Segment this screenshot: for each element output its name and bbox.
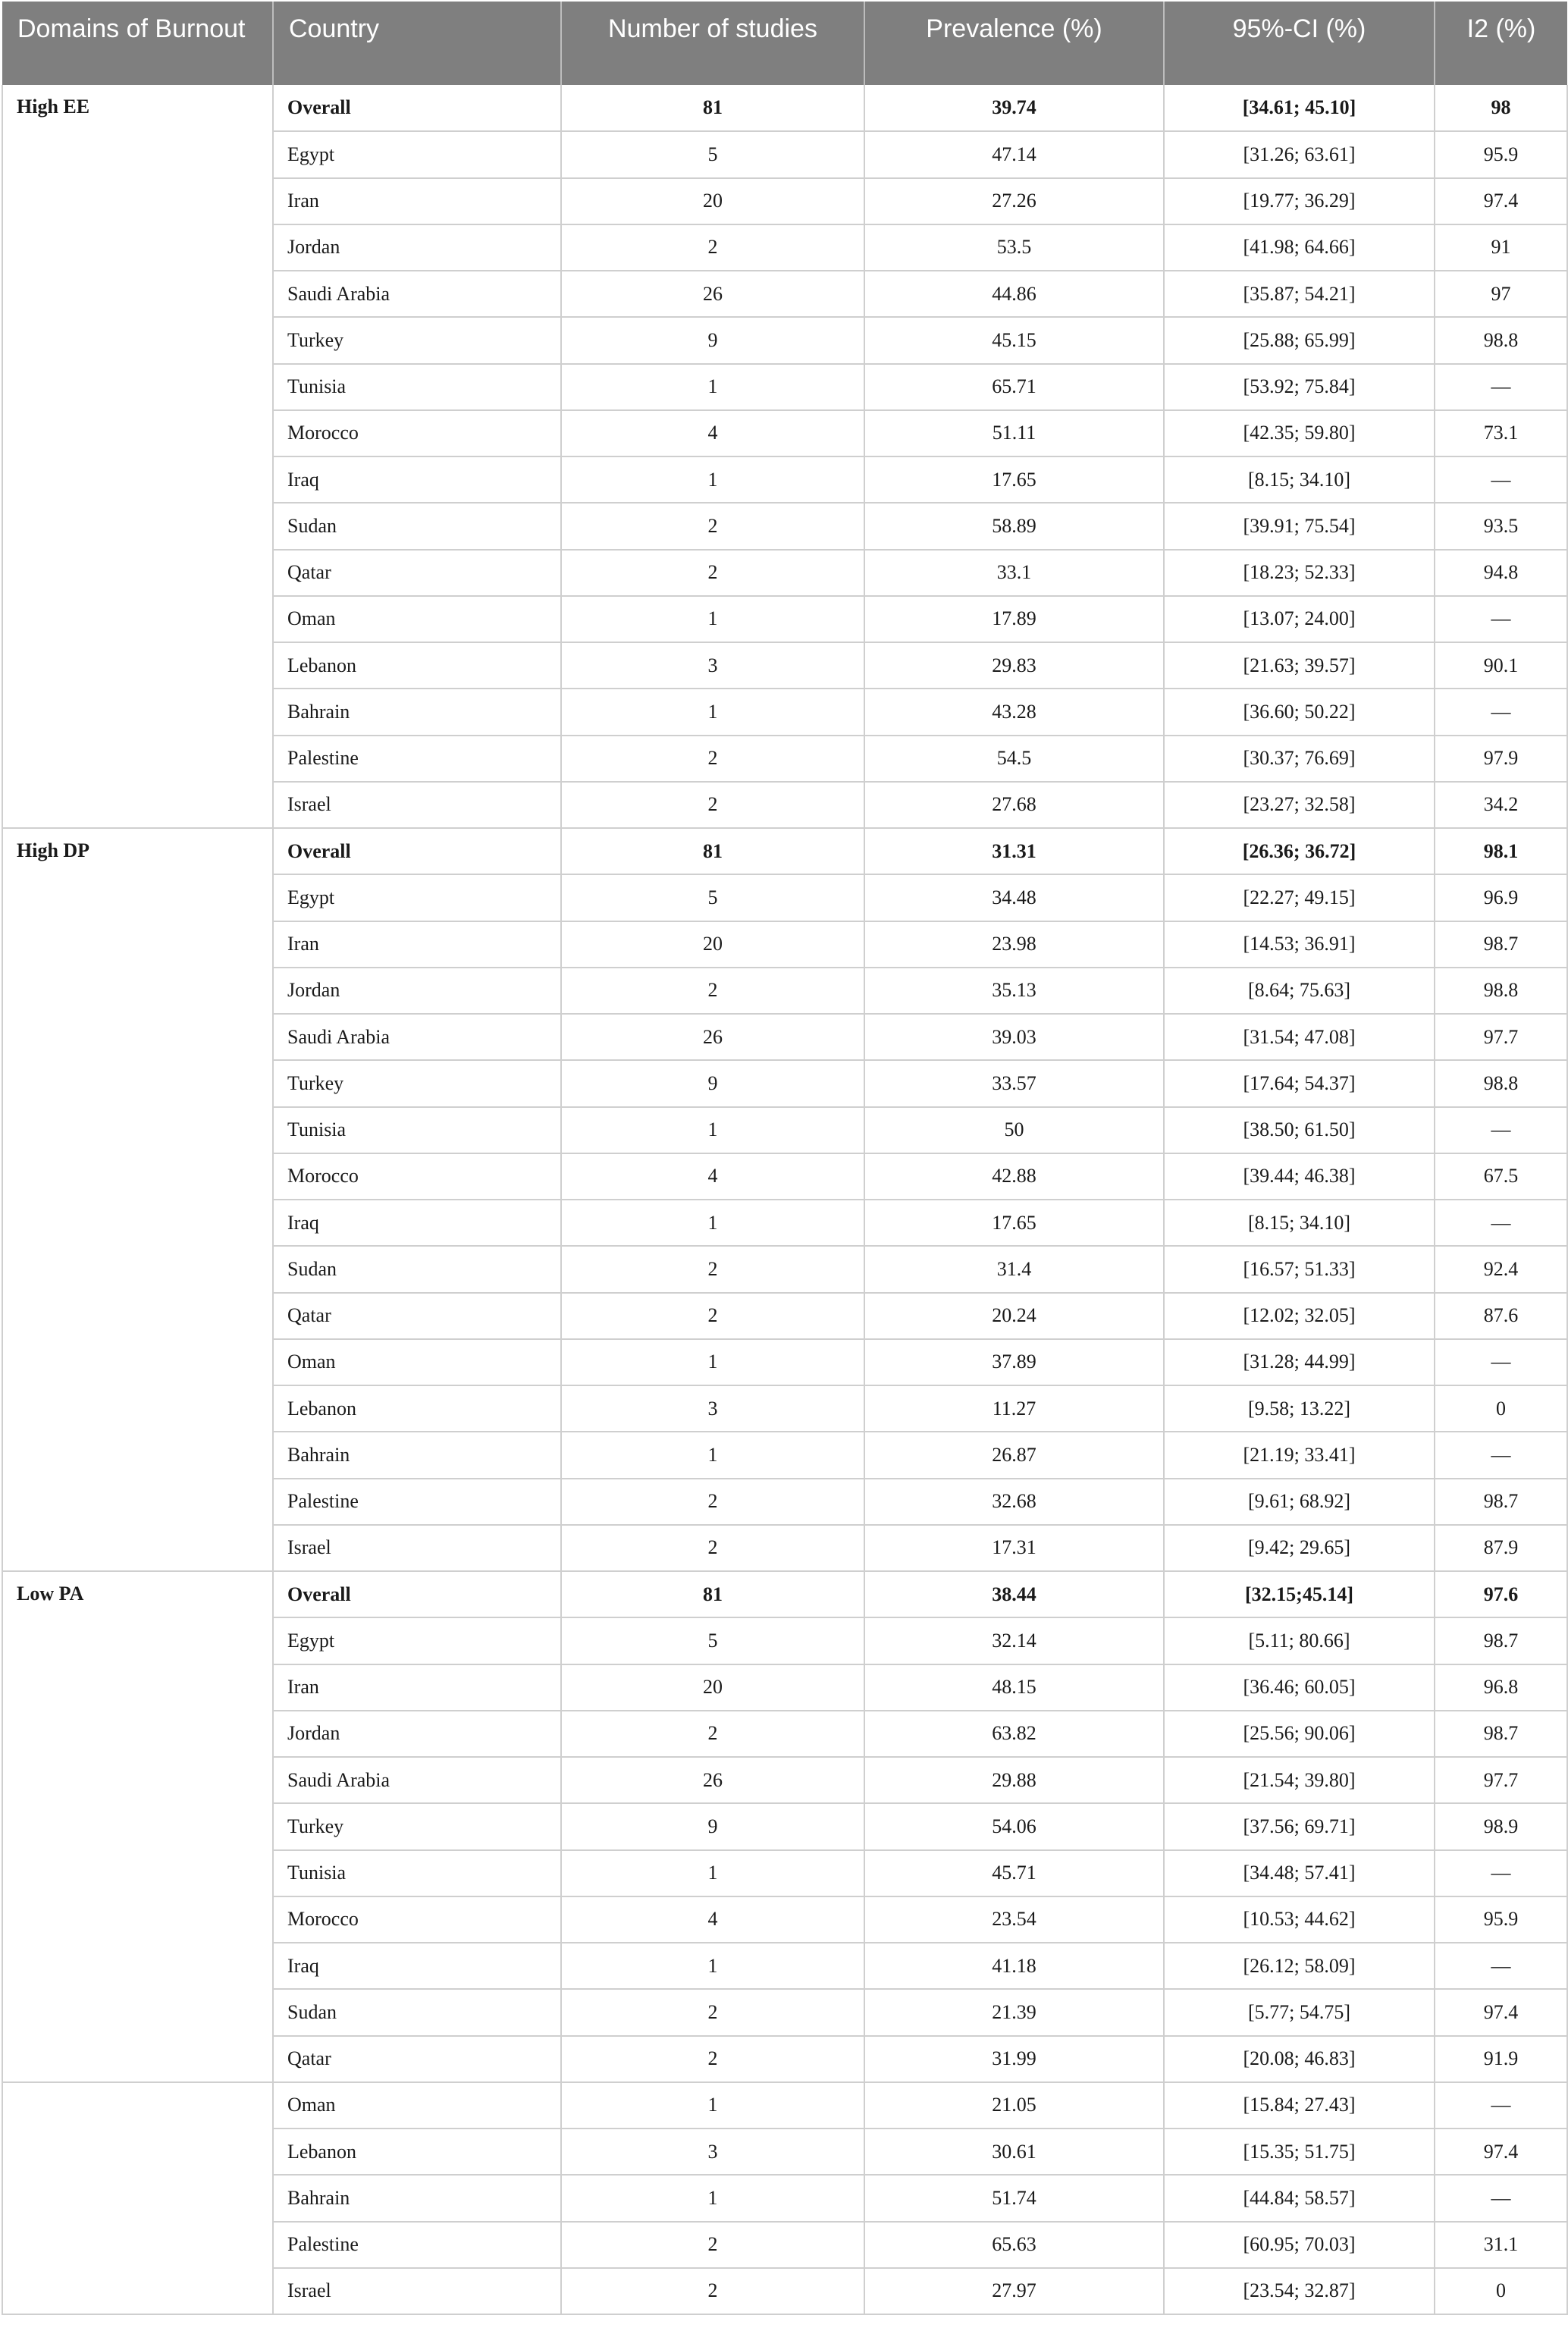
studies-cell: 3	[561, 2129, 864, 2175]
ci-cell: [23.27; 32.58]	[1164, 782, 1435, 828]
ci-cell: [14.53; 36.91]	[1164, 921, 1435, 968]
prevalence-cell: 31.4	[864, 1246, 1164, 1292]
ci-cell: [19.77; 36.29]	[1164, 178, 1435, 224]
studies-cell: 5	[561, 874, 864, 921]
country-cell: Bahrain	[273, 2175, 561, 2221]
ci-cell: [12.02; 32.05]	[1164, 1293, 1435, 1339]
i2-cell: 73.1	[1435, 410, 1567, 456]
country-cell: Saudi Arabia	[273, 1014, 561, 1060]
i2-cell: 97	[1435, 271, 1567, 317]
prevalence-cell: 43.28	[864, 689, 1164, 735]
country-cell: Egypt	[273, 1617, 561, 1664]
ci-cell: [38.50; 61.50]	[1164, 1107, 1435, 1153]
ci-cell: [10.53; 44.62]	[1164, 1896, 1435, 1943]
prevalence-cell: 30.61	[864, 2129, 1164, 2175]
studies-cell: 20	[561, 1664, 864, 1711]
country-cell: Egypt	[273, 131, 561, 177]
studies-cell: 26	[561, 271, 864, 317]
prevalence-cell: 54.5	[864, 736, 1164, 782]
prevalence-cell: 27.97	[864, 2268, 1164, 2314]
prevalence-cell: 29.88	[864, 1757, 1164, 1803]
i2-cell: 0	[1435, 2268, 1567, 2314]
studies-cell: 3	[561, 642, 864, 689]
country-cell: Overall	[273, 1571, 561, 1617]
studies-cell: 4	[561, 1896, 864, 1943]
ci-cell: [36.60; 50.22]	[1164, 689, 1435, 735]
prevalence-cell: 11.27	[864, 1385, 1164, 1432]
burnout-prevalence-table	[2, 2, 1568, 2315]
studies-cell: 1	[561, 364, 864, 410]
ci-cell: [26.36; 36.72]	[1164, 828, 1435, 874]
studies-cell: 2	[561, 1293, 864, 1339]
ci-cell: [60.95; 70.03]	[1164, 2222, 1435, 2268]
studies-cell: 81	[561, 85, 864, 131]
prevalence-cell: 44.86	[864, 271, 1164, 317]
ci-cell: [20.08; 46.83]	[1164, 2036, 1435, 2082]
country-cell: Bahrain	[273, 1432, 561, 1478]
country-cell: Oman	[273, 1339, 561, 1385]
header-country: Country	[273, 2, 561, 85]
studies-cell: 2	[561, 224, 864, 271]
ci-cell: [9.42; 29.65]	[1164, 1525, 1435, 1571]
ci-cell: [31.28; 44.99]	[1164, 1339, 1435, 1385]
prevalence-cell: 34.48	[864, 874, 1164, 921]
studies-cell: 2	[561, 550, 864, 596]
prevalence-cell: 65.71	[864, 364, 1164, 410]
i2-cell: 95.9	[1435, 1896, 1567, 1943]
header-prevalence: Prevalence (%)	[864, 2, 1164, 85]
i2-cell: 31.1	[1435, 2222, 1567, 2268]
country-cell: Oman	[273, 2082, 561, 2129]
header-domains: Domains of Burnout	[2, 2, 273, 85]
prevalence-cell: 17.65	[864, 456, 1164, 503]
studies-cell: 2	[561, 2268, 864, 2314]
ci-cell: [5.11; 80.66]	[1164, 1617, 1435, 1664]
country-cell: Sudan	[273, 1989, 561, 2035]
prevalence-cell: 21.39	[864, 1989, 1164, 2035]
ci-cell: [30.37; 76.69]	[1164, 736, 1435, 782]
table-header-row	[2, 2, 1567, 85]
i2-cell: 97.6	[1435, 1571, 1567, 1617]
country-cell: Saudi Arabia	[273, 271, 561, 317]
country-cell: Morocco	[273, 410, 561, 456]
prevalence-cell: 33.1	[864, 550, 1164, 596]
ci-cell: [15.35; 51.75]	[1164, 2129, 1435, 2175]
country-cell: Jordan	[273, 1711, 561, 1757]
i2-cell: 98.8	[1435, 968, 1567, 1014]
studies-cell: 1	[561, 1943, 864, 1989]
i2-cell: —	[1435, 2082, 1567, 2129]
country-cell: Tunisia	[273, 1107, 561, 1153]
ci-cell: [32.15;45.14]	[1164, 1571, 1435, 1617]
country-cell: Morocco	[273, 1896, 561, 1943]
ci-cell: [34.61; 45.10]	[1164, 85, 1435, 131]
country-cell: Qatar	[273, 1293, 561, 1339]
i2-cell: 97.7	[1435, 1757, 1567, 1803]
studies-cell: 2	[561, 1711, 864, 1757]
country-cell: Lebanon	[273, 1385, 561, 1432]
prevalence-cell: 27.68	[864, 782, 1164, 828]
country-cell: Sudan	[273, 1246, 561, 1292]
ci-cell: [35.87; 54.21]	[1164, 271, 1435, 317]
i2-cell: 67.5	[1435, 1153, 1567, 1200]
studies-cell: 9	[561, 317, 864, 363]
i2-cell: 96.8	[1435, 1664, 1567, 1711]
ci-cell: [5.77; 54.75]	[1164, 1989, 1435, 2035]
ci-cell: [36.46; 60.05]	[1164, 1664, 1435, 1711]
ci-cell: [17.64; 54.37]	[1164, 1060, 1435, 1106]
i2-cell: 97.4	[1435, 2129, 1567, 2175]
studies-cell: 3	[561, 1385, 864, 1432]
country-cell: Turkey	[273, 1060, 561, 1106]
i2-cell: 92.4	[1435, 1246, 1567, 1292]
studies-cell: 1	[561, 456, 864, 503]
country-cell: Jordan	[273, 968, 561, 1014]
studies-cell: 2	[561, 782, 864, 828]
prevalence-cell: 35.13	[864, 968, 1164, 1014]
country-cell: Iran	[273, 921, 561, 968]
country-cell: Palestine	[273, 2222, 561, 2268]
header-number-of-studies: Number of studies	[561, 2, 864, 85]
table-row	[2, 85, 1567, 131]
studies-cell: 2	[561, 2222, 864, 2268]
ci-cell: [21.54; 39.80]	[1164, 1757, 1435, 1803]
country-cell: Egypt	[273, 874, 561, 921]
prevalence-cell: 45.71	[864, 1850, 1164, 1896]
country-cell: Jordan	[273, 224, 561, 271]
studies-cell: 2	[561, 1989, 864, 2035]
prevalence-cell: 17.65	[864, 1200, 1164, 1246]
domain-cell: High DP	[2, 828, 273, 1571]
table-body	[2, 85, 1567, 2314]
country-cell: Morocco	[273, 1153, 561, 1200]
i2-cell: 90.1	[1435, 642, 1567, 689]
prevalence-cell: 58.89	[864, 503, 1164, 549]
i2-cell: 98.7	[1435, 1479, 1567, 1525]
domain-cell: Low PA	[2, 1571, 273, 2082]
ci-cell: [44.84; 58.57]	[1164, 2175, 1435, 2221]
country-cell: Lebanon	[273, 2129, 561, 2175]
country-cell: Saudi Arabia	[273, 1757, 561, 1803]
country-cell: Iran	[273, 1664, 561, 1711]
ci-cell: [34.48; 57.41]	[1164, 1850, 1435, 1896]
prevalence-cell: 23.98	[864, 921, 1164, 968]
studies-cell: 2	[561, 503, 864, 549]
ci-cell: [41.98; 64.66]	[1164, 224, 1435, 271]
i2-cell: —	[1435, 1339, 1567, 1385]
ci-cell: [21.19; 33.41]	[1164, 1432, 1435, 1478]
studies-cell: 26	[561, 1014, 864, 1060]
i2-cell: —	[1435, 1850, 1567, 1896]
i2-cell: 98.1	[1435, 828, 1567, 874]
i2-cell: 98.8	[1435, 317, 1567, 363]
prevalence-cell: 32.14	[864, 1617, 1164, 1664]
i2-cell: 95.9	[1435, 131, 1567, 177]
prevalence-cell: 20.24	[864, 1293, 1164, 1339]
i2-cell: —	[1435, 364, 1567, 410]
country-cell: Qatar	[273, 2036, 561, 2082]
country-cell: Israel	[273, 2268, 561, 2314]
studies-cell: 26	[561, 1757, 864, 1803]
prevalence-cell: 53.5	[864, 224, 1164, 271]
prevalence-cell: 42.88	[864, 1153, 1164, 1200]
country-cell: Tunisia	[273, 1850, 561, 1896]
ci-cell: [16.57; 51.33]	[1164, 1246, 1435, 1292]
domain-cell: High EE	[2, 85, 273, 828]
i2-cell: —	[1435, 456, 1567, 503]
studies-cell: 1	[561, 1432, 864, 1478]
i2-cell: 98.7	[1435, 1711, 1567, 1757]
country-cell: Qatar	[273, 550, 561, 596]
country-cell: Overall	[273, 85, 561, 131]
i2-cell: 97.4	[1435, 178, 1567, 224]
ci-cell: [25.56; 90.06]	[1164, 1711, 1435, 1757]
prevalence-cell: 17.89	[864, 596, 1164, 642]
i2-cell: —	[1435, 2175, 1567, 2221]
studies-cell: 9	[561, 1060, 864, 1106]
domain-cell	[2, 2082, 273, 2314]
studies-cell: 81	[561, 828, 864, 874]
country-cell: Oman	[273, 596, 561, 642]
i2-cell: 97.4	[1435, 1989, 1567, 2035]
ci-cell: [15.84; 27.43]	[1164, 2082, 1435, 2129]
prevalence-cell: 48.15	[864, 1664, 1164, 1711]
ci-cell: [39.44; 46.38]	[1164, 1153, 1435, 1200]
prevalence-cell: 39.74	[864, 85, 1164, 131]
prevalence-cell: 38.44	[864, 1571, 1164, 1617]
studies-cell: 2	[561, 1246, 864, 1292]
country-cell: Israel	[273, 782, 561, 828]
i2-cell: —	[1435, 689, 1567, 735]
ci-cell: [13.07; 24.00]	[1164, 596, 1435, 642]
studies-cell: 1	[561, 2175, 864, 2221]
i2-cell: 98	[1435, 85, 1567, 131]
i2-cell: 0	[1435, 1385, 1567, 1432]
prevalence-cell: 31.31	[864, 828, 1164, 874]
studies-cell: 20	[561, 921, 864, 968]
studies-cell: 1	[561, 1200, 864, 1246]
table-row	[2, 828, 1567, 874]
studies-cell: 9	[561, 1803, 864, 1849]
i2-cell: 98.7	[1435, 1617, 1567, 1664]
i2-cell: —	[1435, 1943, 1567, 1989]
ci-cell: [39.91; 75.54]	[1164, 503, 1435, 549]
ci-cell: [8.15; 34.10]	[1164, 1200, 1435, 1246]
header-i2: I2 (%)	[1435, 2, 1567, 85]
ci-cell: [18.23; 52.33]	[1164, 550, 1435, 596]
i2-cell: —	[1435, 1107, 1567, 1153]
prevalence-cell: 33.57	[864, 1060, 1164, 1106]
ci-cell: [8.15; 34.10]	[1164, 456, 1435, 503]
prevalence-cell: 54.06	[864, 1803, 1164, 1849]
studies-cell: 2	[561, 2036, 864, 2082]
studies-cell: 2	[561, 736, 864, 782]
table-row	[2, 2082, 1567, 2129]
i2-cell: 91.9	[1435, 2036, 1567, 2082]
ci-cell: [8.64; 75.63]	[1164, 968, 1435, 1014]
studies-cell: 81	[561, 1571, 864, 1617]
i2-cell: 98.8	[1435, 1060, 1567, 1106]
prevalence-cell: 63.82	[864, 1711, 1164, 1757]
i2-cell: 91	[1435, 224, 1567, 271]
prevalence-cell: 26.87	[864, 1432, 1164, 1478]
studies-cell: 1	[561, 1339, 864, 1385]
prevalence-cell: 32.68	[864, 1479, 1164, 1525]
prevalence-cell: 50	[864, 1107, 1164, 1153]
prevalence-cell: 31.99	[864, 2036, 1164, 2082]
ci-cell: [31.54; 47.08]	[1164, 1014, 1435, 1060]
country-cell: Iraq	[273, 1943, 561, 1989]
i2-cell: 94.8	[1435, 550, 1567, 596]
prevalence-cell: 39.03	[864, 1014, 1164, 1060]
i2-cell: —	[1435, 1432, 1567, 1478]
ci-cell: [9.61; 68.92]	[1164, 1479, 1435, 1525]
prevalence-cell: 51.74	[864, 2175, 1164, 2221]
country-cell: Iraq	[273, 1200, 561, 1246]
i2-cell: —	[1435, 1200, 1567, 1246]
prevalence-cell: 37.89	[864, 1339, 1164, 1385]
prevalence-cell: 23.54	[864, 1896, 1164, 1943]
table-row	[2, 1571, 1567, 1617]
ci-cell: [25.88; 65.99]	[1164, 317, 1435, 363]
country-cell: Iraq	[273, 456, 561, 503]
i2-cell: 98.7	[1435, 921, 1567, 968]
i2-cell: 96.9	[1435, 874, 1567, 921]
i2-cell: 97.9	[1435, 736, 1567, 782]
studies-cell: 1	[561, 596, 864, 642]
country-cell: Turkey	[273, 1803, 561, 1849]
prevalence-cell: 21.05	[864, 2082, 1164, 2129]
ci-cell: [21.63; 39.57]	[1164, 642, 1435, 689]
prevalence-cell: 27.26	[864, 178, 1164, 224]
header-ci: 95%-CI (%)	[1164, 2, 1435, 85]
prevalence-cell: 41.18	[864, 1943, 1164, 1989]
studies-cell: 1	[561, 689, 864, 735]
i2-cell: 93.5	[1435, 503, 1567, 549]
i2-cell: 97.7	[1435, 1014, 1567, 1060]
prevalence-cell: 47.14	[864, 131, 1164, 177]
country-cell: Israel	[273, 1525, 561, 1571]
studies-cell: 5	[561, 131, 864, 177]
prevalence-cell: 17.31	[864, 1525, 1164, 1571]
country-cell: Sudan	[273, 503, 561, 549]
studies-cell: 20	[561, 178, 864, 224]
i2-cell: 87.6	[1435, 1293, 1567, 1339]
ci-cell: [9.58; 13.22]	[1164, 1385, 1435, 1432]
ci-cell: [53.92; 75.84]	[1164, 364, 1435, 410]
studies-cell: 1	[561, 2082, 864, 2129]
country-cell: Palestine	[273, 736, 561, 782]
country-cell: Overall	[273, 828, 561, 874]
ci-cell: [23.54; 32.87]	[1164, 2268, 1435, 2314]
prevalence-cell: 29.83	[864, 642, 1164, 689]
country-cell: Iran	[273, 178, 561, 224]
prevalence-cell: 45.15	[864, 317, 1164, 363]
country-cell: Turkey	[273, 317, 561, 363]
prevalence-cell: 65.63	[864, 2222, 1164, 2268]
ci-cell: [22.27; 49.15]	[1164, 874, 1435, 921]
i2-cell: 34.2	[1435, 782, 1567, 828]
studies-cell: 1	[561, 1107, 864, 1153]
studies-cell: 1	[561, 1850, 864, 1896]
studies-cell: 2	[561, 1479, 864, 1525]
ci-cell: [26.12; 58.09]	[1164, 1943, 1435, 1989]
country-cell: Tunisia	[273, 364, 561, 410]
studies-cell: 5	[561, 1617, 864, 1664]
ci-cell: [37.56; 69.71]	[1164, 1803, 1435, 1849]
ci-cell: [42.35; 59.80]	[1164, 410, 1435, 456]
i2-cell: 87.9	[1435, 1525, 1567, 1571]
prevalence-cell: 51.11	[864, 410, 1164, 456]
studies-cell: 4	[561, 1153, 864, 1200]
studies-cell: 2	[561, 968, 864, 1014]
i2-cell: —	[1435, 596, 1567, 642]
country-cell: Palestine	[273, 1479, 561, 1525]
studies-cell: 2	[561, 1525, 864, 1571]
country-cell: Lebanon	[273, 642, 561, 689]
ci-cell: [31.26; 63.61]	[1164, 131, 1435, 177]
country-cell: Bahrain	[273, 689, 561, 735]
i2-cell: 98.9	[1435, 1803, 1567, 1849]
studies-cell: 4	[561, 410, 864, 456]
